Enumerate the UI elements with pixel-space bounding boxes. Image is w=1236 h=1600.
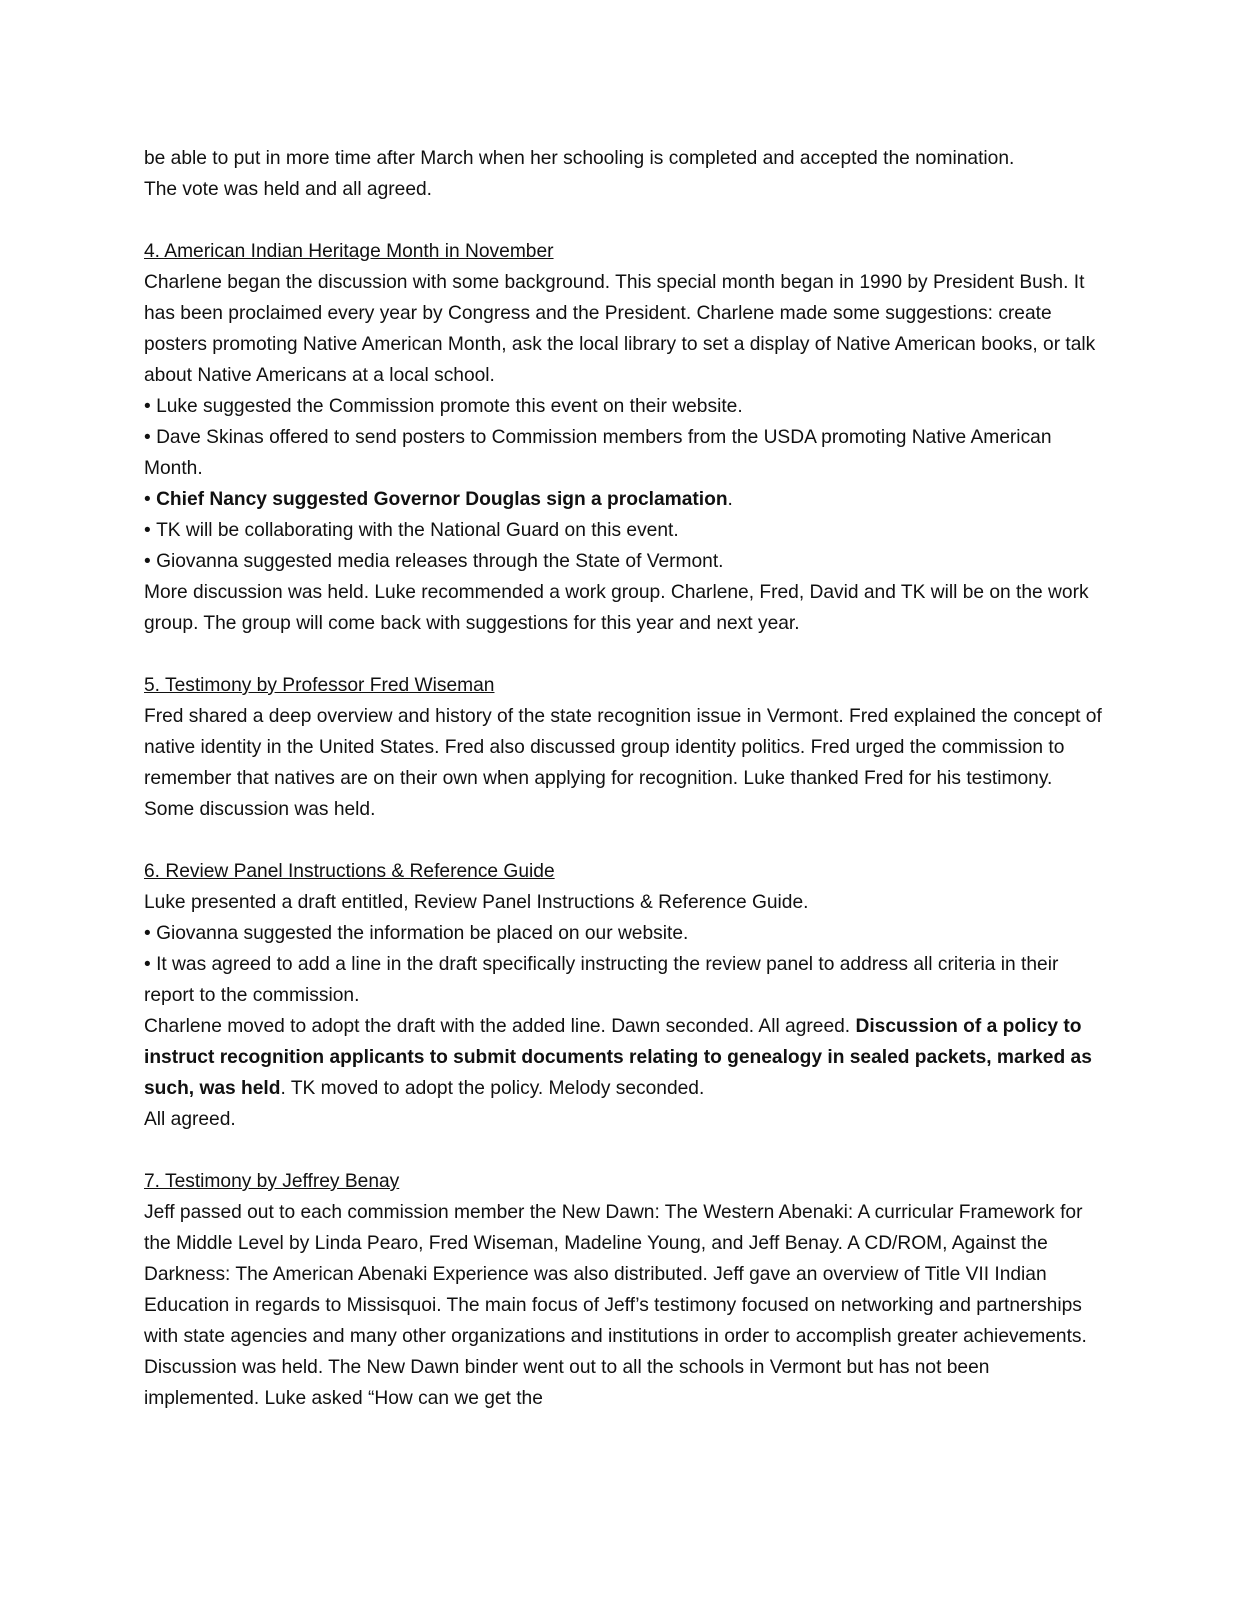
spacer (144, 205, 1104, 236)
section-5-heading: 5. Testimony by Professor Fred Wiseman (144, 675, 495, 696)
bullet-item (144, 484, 1104, 515)
bullet-item: • Luke suggested the Commission promote this event on their website. (144, 391, 1104, 422)
spacer (144, 1135, 1104, 1166)
spacer (144, 825, 1104, 856)
document-body (144, 143, 1104, 1414)
section-7-heading: 7. Testimony by Jeffrey Benay (144, 1171, 400, 1192)
bullet-item: • It was agreed to add a line in the draft specifically instructing the review panel to address all criteria in their report to the commission. (144, 949, 1104, 1011)
intro-line: be able to put in more time after March when her schooling is completed and accepted the nomination. (144, 148, 1015, 169)
bullet-item: • TK will be collaborating with the National Guard on this event. (144, 515, 1104, 546)
closing-tail: . TK moved to adopt the policy. Melody seconded. (280, 1078, 705, 1099)
section-4-heading: 4. American Indian Heritage Month in November (144, 241, 554, 262)
spacer (144, 639, 1104, 670)
section-4-paragraph: Charlene began the discussion with some background. This special month began in 1990 by President Bush. It has been proclaimed every year by Congress and the President. Charlene made some suggestions: create posters promoting Native American Month, ask the local library to set a display of Native American books, or talk about Native Americans at a local school. (144, 272, 1096, 386)
section-5-paragraph: Fred shared a deep overview and history of the state recognition issue in Vermont. Fred explained the concept of native identity in the United States. Fred also discussed group identity politics. Fred urged the commission to remember that natives are on their own when applying for recognition. Luke thanked Fred for his testimony. Some discussion was held. (144, 706, 1102, 820)
section-6-final: All agreed. (144, 1109, 236, 1130)
section-4-closing: More discussion was held. Luke recommended a work group. Charlene, Fred, David and TK will be on the work group. The group will come back with suggestions for this year and next year. (144, 582, 1089, 634)
section-7-paragraph: Jeff passed out to each commission member the New Dawn: The Western Abenaki: A curricular Framework for the Middle Level by Linda Pearo, Fred Wiseman, Madeline Young, and Jeff Benay. A CD/ROM, Against the Darkness: The American Abenaki Experience was also distributed. Jeff gave an overview of Title VII Indian Education in regards to Missisquoi. The main focus of Jeff’s testimony focused on networking and partnerships with state agencies and many other organizations and institutions in order to accomplish greater achievements. Discussion was held. The New Dawn binder went out to all the schools in Vermont but has not been implemented. Luke asked “How can we get the (144, 1202, 1087, 1409)
bullet-item: • Dave Skinas offered to send posters to Commission members from the USDA promoting Native American Month. (144, 422, 1104, 484)
bold-text: Chief Nancy suggested Governor Douglas sign a proclamation (156, 489, 728, 510)
closing-plain: Charlene moved to adopt the draft with the added line. Dawn seconded. All agreed. (144, 1016, 856, 1037)
intro-line: The vote was held and all agreed. (144, 179, 432, 200)
section-6-heading: 6. Review Panel Instructions & Reference Guide (144, 861, 555, 882)
section-6-closing (144, 1011, 1104, 1104)
section-6-paragraph: Luke presented a draft entitled, Review Panel Instructions & Reference Guide. (144, 892, 809, 913)
bullet-item: • Giovanna suggested the information be placed on our website. (144, 918, 1104, 949)
bullet-item: • Giovanna suggested media releases through the State of Vermont. (144, 546, 1104, 577)
bold-text: Discussion of a policy to instruct recognition applicants to submit documents relating to genealogy in sealed packets, marked as such, was held (144, 1016, 1092, 1099)
bullet-tail: . (727, 489, 733, 510)
